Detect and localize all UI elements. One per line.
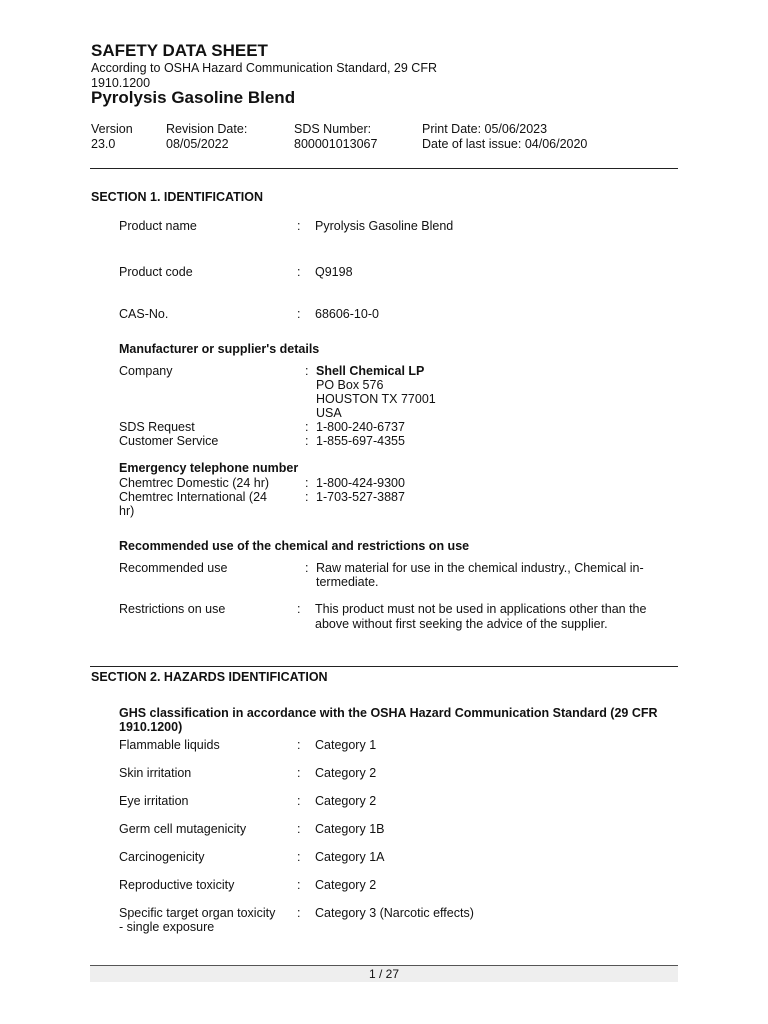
colon: : <box>305 561 309 575</box>
product-code-value: Q9198 <box>315 265 353 279</box>
sds-number-value: 800001013067 <box>294 137 378 151</box>
restrictions-label: Restrictions on use <box>119 602 226 616</box>
product-name-label: Product name <box>119 219 197 233</box>
hazard-label-stot: Specific target organ toxicity <box>119 906 276 920</box>
chemtrec-domestic-phone: 1-800-424-9300 <box>316 476 405 490</box>
standard-line-2: 1910.1200 <box>91 76 151 90</box>
colon: : <box>305 420 309 434</box>
restrictions-line-2: above without first seeking the advice of the supplier. <box>315 617 608 631</box>
hazard-label-reproductive: Reproductive toxicity <box>119 878 235 892</box>
company-name: Shell Chemical LP <box>316 364 425 378</box>
sds-number-label: SDS Number: <box>294 122 372 136</box>
hazard-label-eye: Eye irritation <box>119 794 189 808</box>
hazard-label-skin: Skin irritation <box>119 766 192 780</box>
revision-date-value: 08/05/2022 <box>166 137 229 151</box>
header-divider <box>90 168 678 169</box>
colon: : <box>305 490 309 504</box>
hazard-label-stot-cont: - single exposure <box>119 920 215 934</box>
colon: : <box>297 906 301 920</box>
colon: : <box>297 219 301 233</box>
cas-label: CAS-No. <box>119 307 169 321</box>
section-divider <box>90 666 678 667</box>
colon: : <box>297 822 301 836</box>
colon: : <box>297 602 301 616</box>
chemtrec-international-phone: 1-703-527-3887 <box>316 490 405 504</box>
chemtrec-international-label-cont: hr) <box>119 504 135 518</box>
manufacturer-heading: Manufacturer or supplier's details <box>119 342 320 356</box>
product-name-value: Pyrolysis Gasoline Blend <box>315 219 454 233</box>
hazard-label-flammable: Flammable liquids <box>119 738 220 752</box>
colon: : <box>305 476 309 490</box>
hazard-value-reproductive: Category 2 <box>315 878 377 892</box>
sds-request-phone: 1-800-240-6737 <box>316 420 405 434</box>
colon: : <box>297 794 301 808</box>
colon: : <box>297 738 301 752</box>
colon: : <box>297 307 301 321</box>
company-address-1: PO Box 576 <box>316 378 384 392</box>
colon: : <box>297 766 301 780</box>
hazard-label-carcinogenicity: Carcinogenicity <box>119 850 205 864</box>
hazard-value-flammable: Category 1 <box>315 738 377 752</box>
version-value: 23.0 <box>91 137 116 151</box>
hazard-value-eye: Category 2 <box>315 794 377 808</box>
restrictions-line-1: This product must not be used in applications other than the <box>315 602 647 616</box>
colon: : <box>305 434 309 448</box>
recommended-use-heading: Recommended use of the chemical and restrictions on use <box>119 539 470 553</box>
colon: : <box>297 850 301 864</box>
colon: : <box>297 265 301 279</box>
company-address-3: USA <box>316 406 342 420</box>
standard-line-1: According to OSHA Hazard Communication Standard, 29 CFR <box>91 61 437 75</box>
hazard-value-stot: Category 3 (Narcotic effects) <box>315 906 474 920</box>
hazard-value-skin: Category 2 <box>315 766 377 780</box>
colon: : <box>305 364 309 378</box>
product-code-label: Product code <box>119 265 193 279</box>
document-title: SAFETY DATA SHEET <box>91 41 268 60</box>
cas-value: 68606-10-0 <box>315 307 379 321</box>
section-2-heading: SECTION 2. HAZARDS IDENTIFICATION <box>91 670 328 684</box>
hazard-label-germ-cell: Germ cell mutagenicity <box>119 822 247 836</box>
colon: : <box>297 878 301 892</box>
chemtrec-domestic-label: Chemtrec Domestic (24 hr) <box>119 476 270 490</box>
sds-request-label: SDS Request <box>119 420 195 434</box>
chemtrec-international-label: Chemtrec International (24 <box>119 490 267 504</box>
company-label: Company <box>119 364 173 378</box>
version-label: Version <box>91 122 133 136</box>
print-date: Print Date: 05/06/2023 <box>422 122 548 136</box>
customer-service-label: Customer Service <box>119 434 219 448</box>
recommended-use-label: Recommended use <box>119 561 228 575</box>
customer-service-phone: 1-855-697-4355 <box>316 434 405 448</box>
hazard-value-germ-cell: Category 1B <box>315 822 385 836</box>
page-number: 1 / 27 <box>368 967 400 981</box>
product-title: Pyrolysis Gasoline Blend <box>91 88 296 107</box>
recommended-use-line-2: termediate. <box>316 575 379 589</box>
hazard-value-carcinogenicity: Category 1A <box>315 850 385 864</box>
ghs-classification-line-1: GHS classification in accordance with the OSHA Hazard Communication Standard (29 CFR <box>119 706 658 720</box>
company-address-2: HOUSTON TX 77001 <box>316 392 436 406</box>
revision-date-label: Revision Date: <box>166 122 248 136</box>
section-1-heading: SECTION 1. IDENTIFICATION <box>91 190 263 204</box>
ghs-classification-line-2: 1910.1200) <box>119 720 183 734</box>
last-issue-date: Date of last issue: 04/06/2020 <box>422 137 588 151</box>
page-footer <box>90 965 678 982</box>
recommended-use-line-1: Raw material for use in the chemical industry., Chemical in- <box>316 561 644 575</box>
emergency-heading: Emergency telephone number <box>119 461 299 475</box>
